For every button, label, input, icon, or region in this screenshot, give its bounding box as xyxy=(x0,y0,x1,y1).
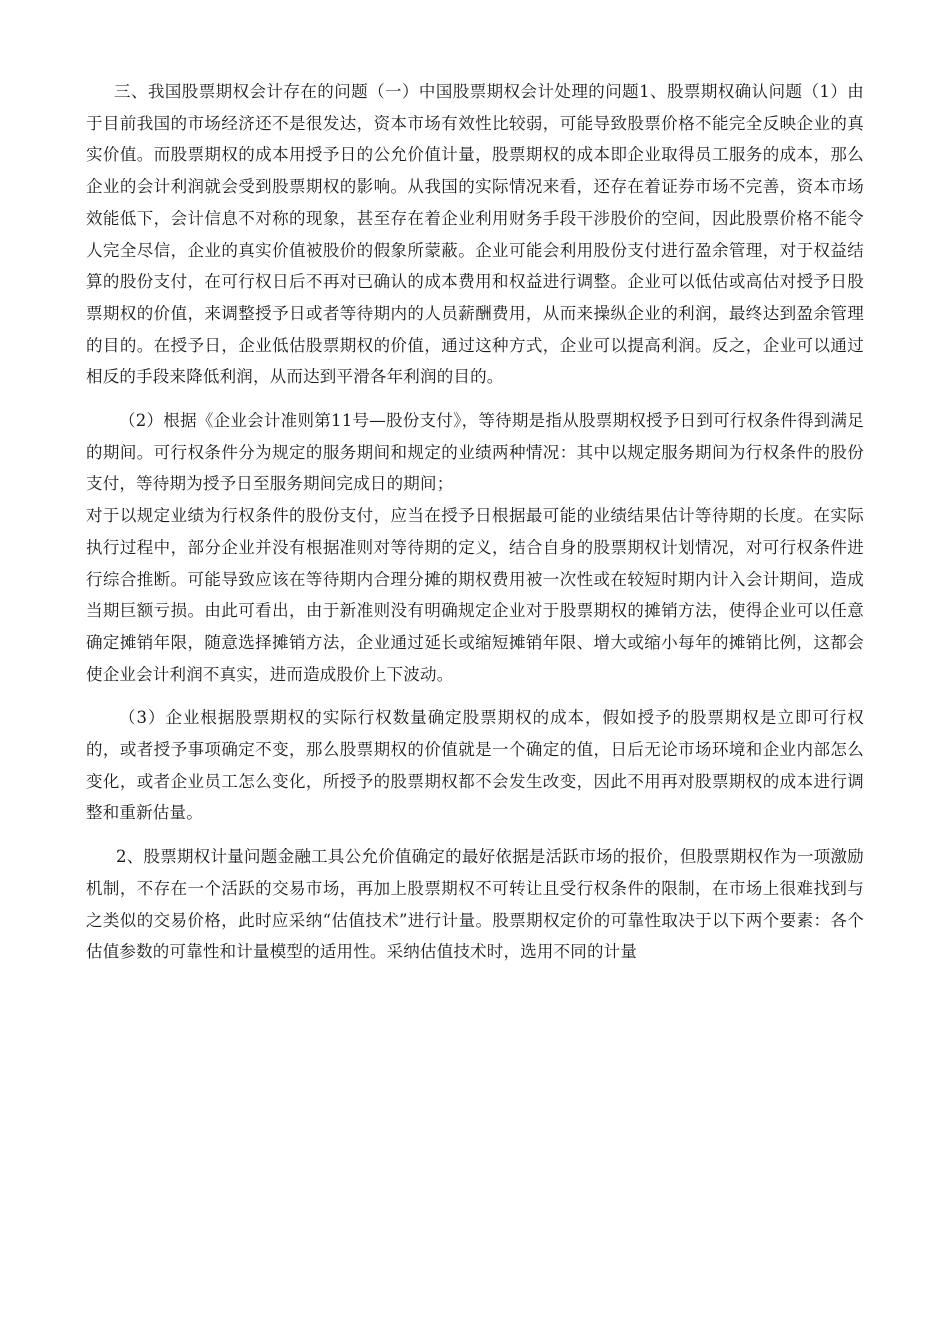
paragraph-spacer xyxy=(86,829,864,841)
paragraph-spacer xyxy=(86,690,864,702)
paragraph-spacer xyxy=(86,393,864,405)
paragraph-performance-condition: 对于以规定业绩为行权条件的股份支付，应当在授予日根据最可能的业绩结果估计等待期的长度。在实际执行过程中，部分企业并没有根据准则对等待期的定义，结合自身的股票期权计划情况，对可行权条件进行综合推断。可能导致应该在等待期内合理分摊的期权费用被一次性或在较短时期内计入会计期间，造成当期巨额亏损。由此可看出，由于新准则没有明确规定企业对于股票期权的摊销方法，使得企业可以任意确定摊销年限，随意选择摊销方法，企业通过延长或缩短摊销年限、增大或缩小每年的摊销比例，这都会使企业会计利润不真实，进而造成股价上下波动。 xyxy=(86,506,864,684)
paragraph-measurement-issue: 2、股票期权计量问题金融工具公允价值确定的最好依据是活跃市场的报价，但股票期权作为一项激励机制，不存在一个活跃的交易市场，再加上股票期权不可转让且受行权条件的限制，在市场上很难找到与之类似的交易价格，此时应采纳“估值技术”进行计量。股票期权定价的可靠性取决于以下两个要素：各个估值参数的可靠性和计量模型的适用性。采纳估值技术时，选用不同的计量 xyxy=(86,847,864,962)
paragraph-waiting-period: （2）根据《企业会计准则第11号—股份支付》，等待期是指从股票期权授予日到可行权条件得到满足的期间。可行权条件分为规定的服务期间和规定的业绩两种情况：其中以规定服务期间为行权条件的股份支付，等待期为授予日至服务期间完成日的期间； xyxy=(86,411,864,494)
document-body xyxy=(86,76,864,968)
paragraph-stock-option-recognition: 三、我国股票期权会计存在的问题（一）中国股票期权会计处理的问题1、股票期权确认问题（1）由于目前我国的市场经济还不是很发达，资本市场有效性比较弱，可能导致股票价格不能完全反映企业的真实价值。而股票期权的成本用授予日的公允价值计量，股票期权的成本即企业取得员工服务的成本，那么企业的会计利润就会受到股票期权的影响。从我国的实际情况来看，还存在着证券市场不完善，资本市场效能低下，会计信息不对称的现象，甚至存在着企业利用财务手段干涉股价的空间，因此股票价格不能令人完全尽信，企业的真实价值被股价的假象所蒙蔽。企业可能会利用股份支付进行盈余管理，对于权益结算的股份支付，在可行权日后不再对已确认的成本费用和权益进行调整。企业可以低估或高估对授予日股票期权的价值，来调整授予日或者等待期内的人员薪酬费用，从而来操纵企业的利润，最终达到盈余管理的目的。在授予日，企业低估股票期权的价值，通过这种方式，企业可以提高利润。反之，企业可以通过相反的手段来降低利润，从而达到平滑各年利润的目的。 xyxy=(86,82,864,387)
paragraph-actual-exercise: （3）企业根据股票期权的实际行权数量确定股票期权的成本，假如授予的股票期权是立即可行权的，或者授予事项确定不变，那么股票期权的价值就是一个确定的值，日后无论市场环境和企业内部怎么变化，或者企业员工怎么变化，所授予的股票期权都不会发生改变，因此不用再对股票期权的成本进行调整和重新估量。 xyxy=(86,708,864,823)
